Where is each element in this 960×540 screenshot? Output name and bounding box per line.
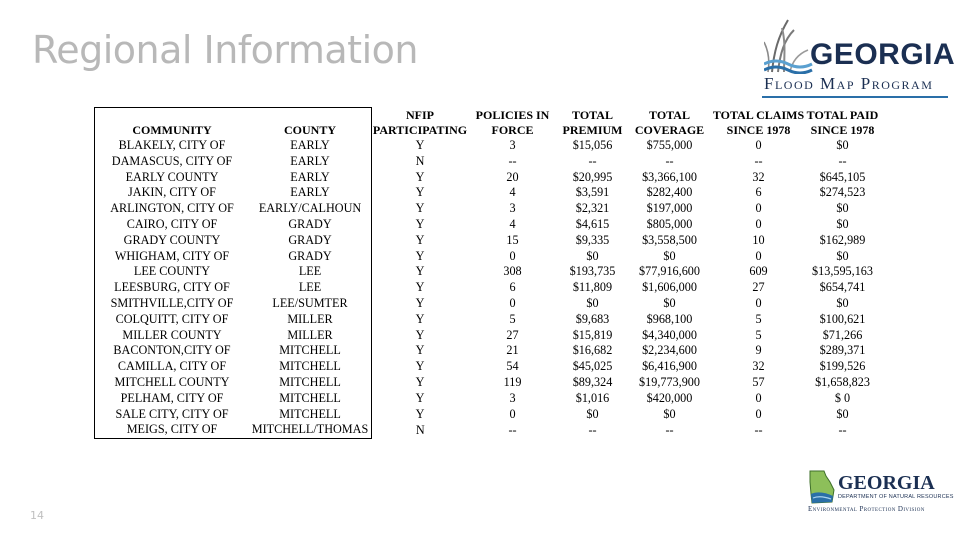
nfip-cell: Y: [415, 327, 425, 342]
community-cell: ARLINGTON, CITY OF: [95, 201, 250, 217]
coverage-cell: $19,773,900: [639, 374, 700, 389]
claims-cell: 9: [755, 343, 762, 358]
nfip-cell: Y: [415, 406, 425, 421]
logo-bottom-name: GEORGIA: [838, 472, 935, 494]
community-cell: JAKIN, CITY OF: [95, 185, 250, 201]
policies-cell: 27: [506, 327, 519, 342]
claims-cell: 0: [755, 216, 762, 231]
paid-cell: $0: [836, 248, 849, 263]
premium-cell: $45,025: [572, 359, 613, 374]
coverage-cell: $0: [663, 248, 676, 263]
premium-cell: $193,735: [569, 264, 616, 279]
policies-cell: 119: [503, 374, 522, 389]
paid-cell: $1,658,823: [815, 374, 870, 389]
claims-cell: 10: [752, 232, 765, 247]
table-row: [95, 422, 879, 438]
county-cell: MITCHELL: [249, 391, 372, 407]
coverage-cell: $0: [663, 406, 676, 421]
premium-cell: $20,995: [572, 169, 613, 184]
georgia-state-icon: [808, 470, 836, 504]
coverage-cell: $4,340,000: [642, 327, 697, 342]
community-cell: BACONTON,CITY OF: [95, 343, 250, 359]
premium-cell: $15,819: [572, 327, 613, 342]
claims-cell: 0: [755, 390, 762, 405]
table-row: [95, 154, 879, 170]
claims-cell: 5: [755, 311, 762, 326]
county-cell: MITCHELL: [249, 375, 372, 391]
nfip-cell: Y: [415, 232, 425, 247]
community-cell: DAMASCUS, CITY OF: [95, 154, 250, 170]
coverage-cell: $805,000: [646, 216, 693, 231]
premium-cell: --: [588, 422, 597, 437]
table-row: [95, 375, 879, 391]
nfip-cell: Y: [415, 138, 425, 152]
paid-cell: $162,989: [819, 232, 866, 247]
policies-cell: 54: [506, 359, 519, 374]
premium-cell: $3,591: [575, 185, 610, 200]
community-cell: PELHAM, CITY OF: [95, 391, 250, 407]
table-row: [95, 138, 879, 154]
coverage-cell: $755,000: [646, 138, 693, 152]
premium-cell: $0: [586, 406, 599, 421]
nfip-cell: Y: [415, 185, 425, 200]
premium-cell: $15,056: [572, 138, 613, 152]
county-cell: EARLY: [249, 154, 372, 170]
premium-cell: $9,335: [575, 232, 610, 247]
header-county: COUNTY: [249, 108, 372, 139]
claims-cell: 0: [755, 406, 762, 421]
nfip-cell: Y: [415, 248, 425, 263]
paid-cell: $199,526: [819, 359, 866, 374]
paid-cell: $ 0: [834, 390, 851, 405]
premium-cell: $1,016: [575, 390, 610, 405]
policies-cell: --: [508, 422, 517, 437]
header-total-claims: TOTAL CLAIMS SINCE 1978: [712, 108, 805, 137]
reeds-icon: [764, 12, 814, 74]
community-cell: EARLY COUNTY: [95, 170, 250, 186]
nfip-cell: Y: [415, 169, 425, 184]
policies-cell: 4: [509, 185, 516, 200]
policies-cell: 21: [506, 343, 519, 358]
community-cell: WHIGHAM, CITY OF: [95, 249, 250, 265]
table-row: [95, 280, 879, 296]
county-cell: EARLY: [249, 170, 372, 186]
policies-cell: 3: [509, 201, 516, 216]
county-cell: MILLER: [249, 328, 372, 344]
coverage-cell: $3,558,500: [642, 232, 697, 247]
claims-cell: 0: [755, 201, 762, 216]
table-row: [95, 328, 879, 344]
nfip-community-table: [94, 107, 879, 439]
table-row: [95, 249, 879, 265]
county-cell: LEE: [249, 280, 372, 296]
premium-cell: $11,809: [572, 280, 613, 295]
coverage-cell: $282,400: [646, 185, 693, 200]
premium-cell: $16,682: [572, 343, 613, 358]
logo-bottom-division: Environmental Protection Division: [808, 505, 925, 513]
community-cell: MILLER COUNTY: [95, 328, 250, 344]
nfip-cell: Y: [415, 343, 425, 358]
paid-cell: $274,523: [819, 185, 866, 200]
community-cell: COLQUITT, CITY OF: [95, 312, 250, 328]
nfip-cell: Y: [415, 374, 425, 389]
community-cell: LEESBURG, CITY OF: [95, 280, 250, 296]
community-cell: GRADY COUNTY: [95, 233, 250, 249]
community-cell: BLAKELY, CITY OF: [95, 138, 250, 154]
policies-cell: --: [508, 153, 517, 168]
coverage-cell: --: [665, 153, 674, 168]
community-cell: LEE COUNTY: [95, 264, 250, 280]
coverage-cell: $968,100: [646, 311, 693, 326]
paid-cell: $100,621: [819, 311, 866, 326]
county-cell: EARLY: [249, 185, 372, 201]
logo-bottom-dept: DEPARTMENT OF NATURAL RESOURCES: [838, 494, 954, 500]
table-row: [95, 343, 879, 359]
coverage-cell: $77,916,600: [639, 264, 700, 279]
community-cell: SALE CITY, CITY OF: [95, 407, 250, 423]
table-row: [95, 407, 879, 423]
claims-cell: 0: [755, 295, 762, 310]
coverage-cell: $2,234,600: [642, 343, 697, 358]
page-number: 14: [30, 509, 44, 522]
nfip-cell: Y: [415, 280, 425, 295]
coverage-cell: $3,366,100: [642, 169, 697, 184]
nfip-cell: Y: [415, 359, 425, 374]
claims-cell: 5: [755, 327, 762, 342]
claims-cell: 32: [752, 359, 765, 374]
policies-cell: 20: [506, 169, 519, 184]
claims-cell: 0: [755, 138, 762, 152]
county-cell: GRADY: [249, 233, 372, 249]
header-total-paid: TOTAL PAID SINCE 1978: [806, 108, 879, 137]
table-row: [95, 233, 879, 249]
policies-cell: 15: [506, 232, 519, 247]
policies-cell: 4: [509, 216, 516, 231]
county-cell: EARLY/CALHOUN: [249, 201, 372, 217]
coverage-cell: $1,606,000: [642, 280, 697, 295]
policies-cell: 6: [509, 280, 516, 295]
header-policies-in-force: POLICIES IN FORCE: [475, 108, 550, 137]
paid-cell: $0: [836, 138, 849, 152]
table-row: [95, 312, 879, 328]
table-row: [95, 201, 879, 217]
paid-cell: --: [838, 422, 847, 437]
county-cell: MITCHELL/THOMAS: [249, 422, 372, 438]
claims-cell: 32: [752, 169, 765, 184]
policies-cell: 0: [509, 295, 516, 310]
claims-cell: 27: [752, 280, 765, 295]
premium-cell: $89,324: [572, 374, 613, 389]
community-cell: SMITHVILLE,CITY OF: [95, 296, 250, 312]
paid-cell: $0: [836, 216, 849, 231]
policies-cell: 3: [509, 138, 516, 152]
nfip-cell: N: [415, 422, 425, 437]
county-cell: LEE: [249, 264, 372, 280]
paid-cell: $0: [836, 406, 849, 421]
policies-cell: 5: [509, 311, 516, 326]
paid-cell: $0: [836, 295, 849, 310]
nfip-cell: Y: [415, 295, 425, 310]
policies-cell: 0: [509, 248, 516, 263]
premium-cell: $4,615: [575, 216, 610, 231]
table-row: [95, 391, 879, 407]
georgia-flood-map-program-logo: [762, 12, 956, 98]
paid-cell: $13,595,163: [812, 264, 873, 279]
community-cell: CAIRO, CITY OF: [95, 217, 250, 233]
logo-underline: [762, 96, 948, 98]
county-cell: GRADY: [249, 217, 372, 233]
paid-cell: $71,266: [822, 327, 863, 342]
paid-cell: $654,741: [819, 280, 866, 295]
logo-top-program: Flood Map Program: [764, 74, 934, 93]
policies-cell: 0: [509, 406, 516, 421]
table-row: [95, 296, 879, 312]
premium-cell: $0: [586, 248, 599, 263]
nfip-cell: Y: [415, 390, 425, 405]
georgia-dnr-epd-logo: [806, 470, 954, 518]
coverage-cell: $6,416,900: [642, 359, 697, 374]
claims-cell: 0: [755, 248, 762, 263]
county-cell: GRADY: [249, 249, 372, 265]
premium-cell: $0: [586, 295, 599, 310]
premium-cell: $9,683: [575, 311, 610, 326]
header-nfip-participating: NFIP PARTICIPATING: [372, 108, 468, 137]
claims-cell: --: [754, 153, 763, 168]
nfip-cell: N: [415, 153, 425, 168]
county-cell: MITCHELL: [249, 343, 372, 359]
logo-top-name: GEORGIA: [810, 38, 956, 71]
coverage-cell: $420,000: [646, 390, 693, 405]
header-total-coverage: TOTAL COVERAGE: [634, 108, 705, 137]
community-cell: CAMILLA, CITY OF: [95, 359, 250, 375]
table-row: [95, 170, 879, 186]
nfip-cell: Y: [415, 216, 425, 231]
coverage-cell: $197,000: [646, 201, 693, 216]
nfip-cell: Y: [415, 264, 425, 279]
table-row: [95, 185, 879, 201]
paid-cell: $645,105: [819, 169, 866, 184]
county-cell: LEE/SUMTER: [249, 296, 372, 312]
premium-cell: $2,321: [575, 201, 610, 216]
policies-cell: 308: [503, 264, 522, 279]
community-cell: MEIGS, CITY OF: [95, 422, 250, 438]
premium-cell: --: [588, 153, 597, 168]
header-total-premium: TOTAL PREMIUM: [562, 108, 623, 137]
policies-cell: 3: [509, 390, 516, 405]
paid-cell: --: [838, 153, 847, 168]
paid-cell: $289,371: [819, 343, 866, 358]
table-row: [95, 217, 879, 233]
coverage-cell: --: [665, 422, 674, 437]
header-community: COMMUNITY: [95, 108, 250, 139]
community-cell: MITCHELL COUNTY: [95, 375, 250, 391]
claims-cell: 57: [752, 374, 765, 389]
paid-cell: $0: [836, 201, 849, 216]
table-row: [95, 359, 879, 375]
table-row: [95, 264, 879, 280]
nfip-cell: Y: [415, 311, 425, 326]
county-cell: MILLER: [249, 312, 372, 328]
page-title: Regional Information: [32, 28, 418, 72]
claims-cell: 6: [755, 185, 762, 200]
county-cell: EARLY: [249, 138, 372, 154]
county-cell: MITCHELL: [249, 359, 372, 375]
county-cell: MITCHELL: [249, 407, 372, 423]
claims-cell: 609: [749, 264, 768, 279]
nfip-cell: Y: [415, 201, 425, 216]
claims-cell: --: [754, 422, 763, 437]
table-header-row: [95, 108, 879, 139]
coverage-cell: $0: [663, 295, 676, 310]
